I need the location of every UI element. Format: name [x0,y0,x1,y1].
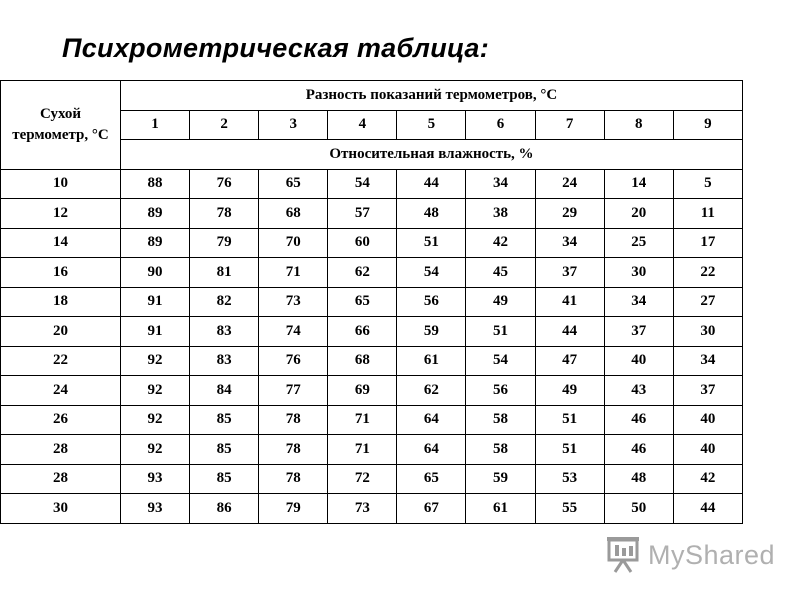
humidity-cell: 76 [190,169,259,199]
humidity-cell: 93 [121,494,190,524]
humidity-cell: 61 [397,346,466,376]
humidity-cell: 78 [190,199,259,229]
humidity-cell: 86 [190,494,259,524]
table-row [1,346,743,376]
difference-cell: 4 [328,110,397,140]
humidity-cell: 68 [259,199,328,229]
humidity-cell: 22 [673,258,742,288]
psychrometric-table [0,80,743,524]
difference-cell: 1 [121,110,190,140]
table-row [1,258,743,288]
humidity-cell: 71 [328,435,397,465]
table-row [1,494,743,524]
humidity-cell: 51 [397,228,466,258]
humidity-cell: 49 [466,287,535,317]
dry-temperature-cell: 28 [1,464,121,494]
humidity-cell: 30 [673,317,742,347]
humidity-cell: 51 [535,405,604,435]
table-row [1,464,743,494]
humidity-cell: 40 [673,405,742,435]
difference-cell: 3 [259,110,328,140]
humidity-cell: 78 [259,405,328,435]
humidity-cell: 29 [535,199,604,229]
humidity-cell: 73 [259,287,328,317]
table-row [1,376,743,406]
humidity-cell: 37 [673,376,742,406]
humidity-cell: 79 [190,228,259,258]
difference-cell: 9 [673,110,742,140]
humidity-cell: 34 [604,287,673,317]
humidity-cell: 65 [259,169,328,199]
humidity-cell: 83 [190,317,259,347]
humidity-cell: 54 [466,346,535,376]
humidity-cell: 17 [673,228,742,258]
humidity-cell: 71 [259,258,328,288]
humidity-cell: 42 [673,464,742,494]
dry-temperature-cell: 10 [1,169,121,199]
dry-thermometer-header: Сухой термометр, °C [1,81,121,170]
humidity-cell: 24 [535,169,604,199]
humidity-cell: 54 [328,169,397,199]
humidity-cell: 50 [604,494,673,524]
thermometer-difference-header: Разность показаний термометров, °C [121,81,743,111]
page-title: Психрометрическая таблица: [62,33,490,63]
humidity-cell: 89 [121,199,190,229]
humidity-cell: 30 [604,258,673,288]
dry-temperature-cell: 30 [1,494,121,524]
humidity-cell: 41 [535,287,604,317]
humidity-cell: 14 [604,169,673,199]
logo-text: MyShared [648,539,776,570]
humidity-cell: 60 [328,228,397,258]
humidity-cell: 55 [535,494,604,524]
humidity-cell: 48 [604,464,673,494]
table-row [1,287,743,317]
humidity-cell: 73 [328,494,397,524]
humidity-cell: 93 [121,464,190,494]
table-row [1,169,743,199]
humidity-cell: 59 [466,464,535,494]
table-row [1,199,743,229]
difference-cell: 5 [397,110,466,140]
humidity-cell: 68 [328,346,397,376]
humidity-cell: 78 [259,435,328,465]
humidity-cell: 91 [121,317,190,347]
humidity-cell: 76 [259,346,328,376]
dry-temperature-cell: 24 [1,376,121,406]
dry-temperature-cell: 12 [1,199,121,229]
humidity-cell: 91 [121,287,190,317]
humidity-cell: 61 [466,494,535,524]
humidity-cell: 49 [535,376,604,406]
humidity-cell: 40 [673,435,742,465]
humidity-cell: 70 [259,228,328,258]
table-row [1,228,743,258]
humidity-cell: 83 [190,346,259,376]
humidity-cell: 40 [604,346,673,376]
humidity-cell: 11 [673,199,742,229]
difference-cell: 7 [535,110,604,140]
humidity-cell: 85 [190,464,259,494]
humidity-cell: 64 [397,435,466,465]
humidity-cell: 37 [604,317,673,347]
humidity-cell: 27 [673,287,742,317]
humidity-cell: 34 [535,228,604,258]
humidity-cell: 77 [259,376,328,406]
humidity-cell: 47 [535,346,604,376]
humidity-cell: 46 [604,435,673,465]
humidity-cell: 38 [466,199,535,229]
humidity-cell: 78 [259,464,328,494]
humidity-cell: 92 [121,405,190,435]
humidity-cell: 85 [190,405,259,435]
humidity-cell: 44 [673,494,742,524]
humidity-cell: 92 [121,376,190,406]
humidity-cell: 44 [535,317,604,347]
humidity-cell: 5 [673,169,742,199]
humidity-cell: 45 [466,258,535,288]
humidity-cell: 48 [397,199,466,229]
humidity-cell: 57 [328,199,397,229]
dry-temperature-cell: 14 [1,228,121,258]
humidity-cell: 34 [466,169,535,199]
humidity-cell: 92 [121,435,190,465]
humidity-cell: 81 [190,258,259,288]
humidity-cell: 65 [328,287,397,317]
humidity-cell: 43 [604,376,673,406]
humidity-cell: 59 [397,317,466,347]
humidity-cell: 85 [190,435,259,465]
dry-temperature-cell: 28 [1,435,121,465]
humidity-cell: 51 [466,317,535,347]
humidity-cell: 66 [328,317,397,347]
humidity-cell: 65 [397,464,466,494]
presentation-board-icon [606,536,642,574]
humidity-cell: 56 [466,376,535,406]
humidity-cell: 34 [673,346,742,376]
difference-cell: 2 [190,110,259,140]
humidity-cell: 82 [190,287,259,317]
humidity-cell: 79 [259,494,328,524]
humidity-cell: 20 [604,199,673,229]
humidity-cell: 74 [259,317,328,347]
humidity-cell: 37 [535,258,604,288]
humidity-cell: 71 [328,405,397,435]
humidity-cell: 62 [397,376,466,406]
humidity-cell: 89 [121,228,190,258]
humidity-cell: 42 [466,228,535,258]
humidity-cell: 53 [535,464,604,494]
humidity-cell: 67 [397,494,466,524]
myshared-logo [606,536,775,574]
humidity-cell: 84 [190,376,259,406]
humidity-cell: 90 [121,258,190,288]
humidity-cell: 44 [397,169,466,199]
humidity-cell: 69 [328,376,397,406]
humidity-cell: 58 [466,405,535,435]
humidity-cell: 88 [121,169,190,199]
humidity-cell: 58 [466,435,535,465]
humidity-cell: 56 [397,287,466,317]
relative-humidity-header: Относительная влажность, % [121,140,743,170]
humidity-cell: 46 [604,405,673,435]
table-row [1,405,743,435]
dry-temperature-cell: 22 [1,346,121,376]
dry-temperature-cell: 26 [1,405,121,435]
dry-temperature-cell: 16 [1,258,121,288]
humidity-cell: 62 [328,258,397,288]
humidity-cell: 92 [121,346,190,376]
difference-cell: 8 [604,110,673,140]
difference-cell: 6 [466,110,535,140]
humidity-cell: 64 [397,405,466,435]
humidity-cell: 54 [397,258,466,288]
dry-temperature-cell: 18 [1,287,121,317]
humidity-cell: 25 [604,228,673,258]
table-row [1,317,743,347]
humidity-cell: 51 [535,435,604,465]
humidity-cell: 72 [328,464,397,494]
table-row [1,435,743,465]
dry-temperature-cell: 20 [1,317,121,347]
